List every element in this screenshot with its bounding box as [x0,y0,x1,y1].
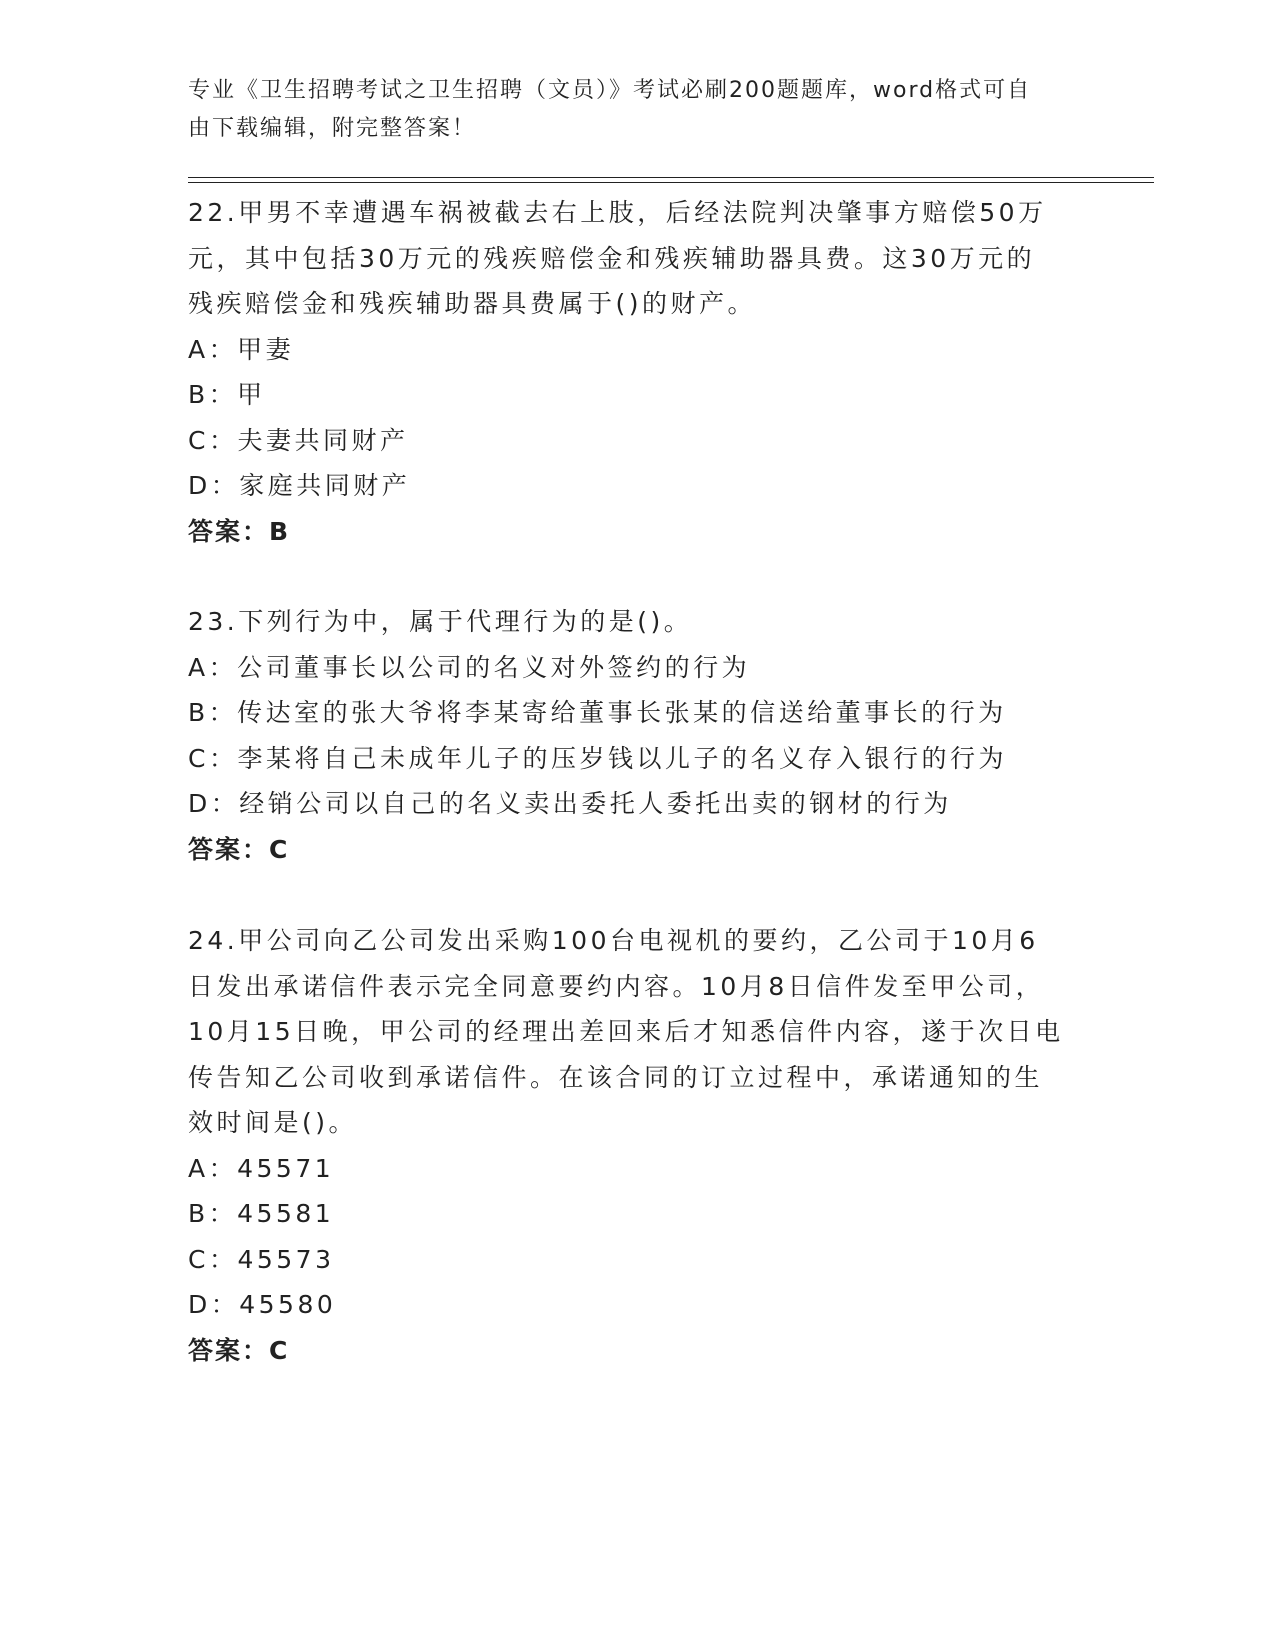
question-23 [188,599,1088,872]
option-b: B：传达室的张大爷将李某寄给董事长张某的信送给董事长的行为 [188,698,1007,727]
option-d: D：45580 [188,1290,337,1319]
option-b: B：45581 [188,1199,335,1228]
question-stem-line: 效时间是()。 [188,1108,358,1137]
header-line-1: 专业《卫生招聘考试之卫生招聘（文员）》考试必刷200题题库，word格式可自 [188,78,1032,103]
answer-label: 答案：C [188,834,290,864]
question-stem-line: 元，其中包括30万元的残疾赔偿金和残疾辅助器具费。这30万元的 [188,243,1036,273]
document-header [188,72,1068,148]
answer-label: 答案：B [188,516,291,546]
question-stem-line: 日发出承诺信件表示完全同意要约内容。10月8日信件发至甲公司， [188,971,1045,1001]
question-24 [188,918,1088,1373]
option-c: C：夫妻共同财产 [188,425,409,455]
question-22 [188,190,1088,554]
option-d: D：经销公司以自己的名义卖出委托人委托出卖的钢材的行为 [188,789,952,818]
option-c: C：45573 [188,1244,335,1274]
header-divider-bottom [188,182,1154,183]
question-stem-line: 23.下列行为中，属于代理行为的是()。 [188,607,693,636]
question-stem-line: 传告知乙公司收到承诺信件。在该合同的订立过程中，承诺通知的生 [188,1062,1044,1092]
question-stem-line: 24.甲公司向乙公司发出采购100台电视机的要约，乙公司于10月6 [188,926,1039,955]
option-b: B：甲 [188,380,266,409]
option-d: D：家庭共同财产 [188,471,411,500]
question-stem-line: 残疾赔偿金和残疾辅助器具费属于()的财产。 [188,289,757,318]
option-a: A：公司董事长以公司的名义对外签约的行为 [188,652,751,682]
option-a: A：45571 [188,1153,335,1183]
question-stem-line: 10月15日晚，甲公司的经理出差回来后才知悉信件内容，遂于次日电 [188,1017,1064,1046]
option-a: A：甲妻 [188,334,295,364]
header-line-2: 由下载编辑，附完整答案！ [188,116,477,141]
header-divider-top [188,177,1154,178]
option-c: C：李某将自己未成年儿子的压岁钱以儿子的名义存入银行的行为 [188,743,1007,773]
answer-label: 答案：C [188,1335,290,1365]
question-stem-line: 22.甲男不幸遭遇车祸被截去右上肢，后经法院判决肇事方赔偿50万 [188,198,1047,227]
